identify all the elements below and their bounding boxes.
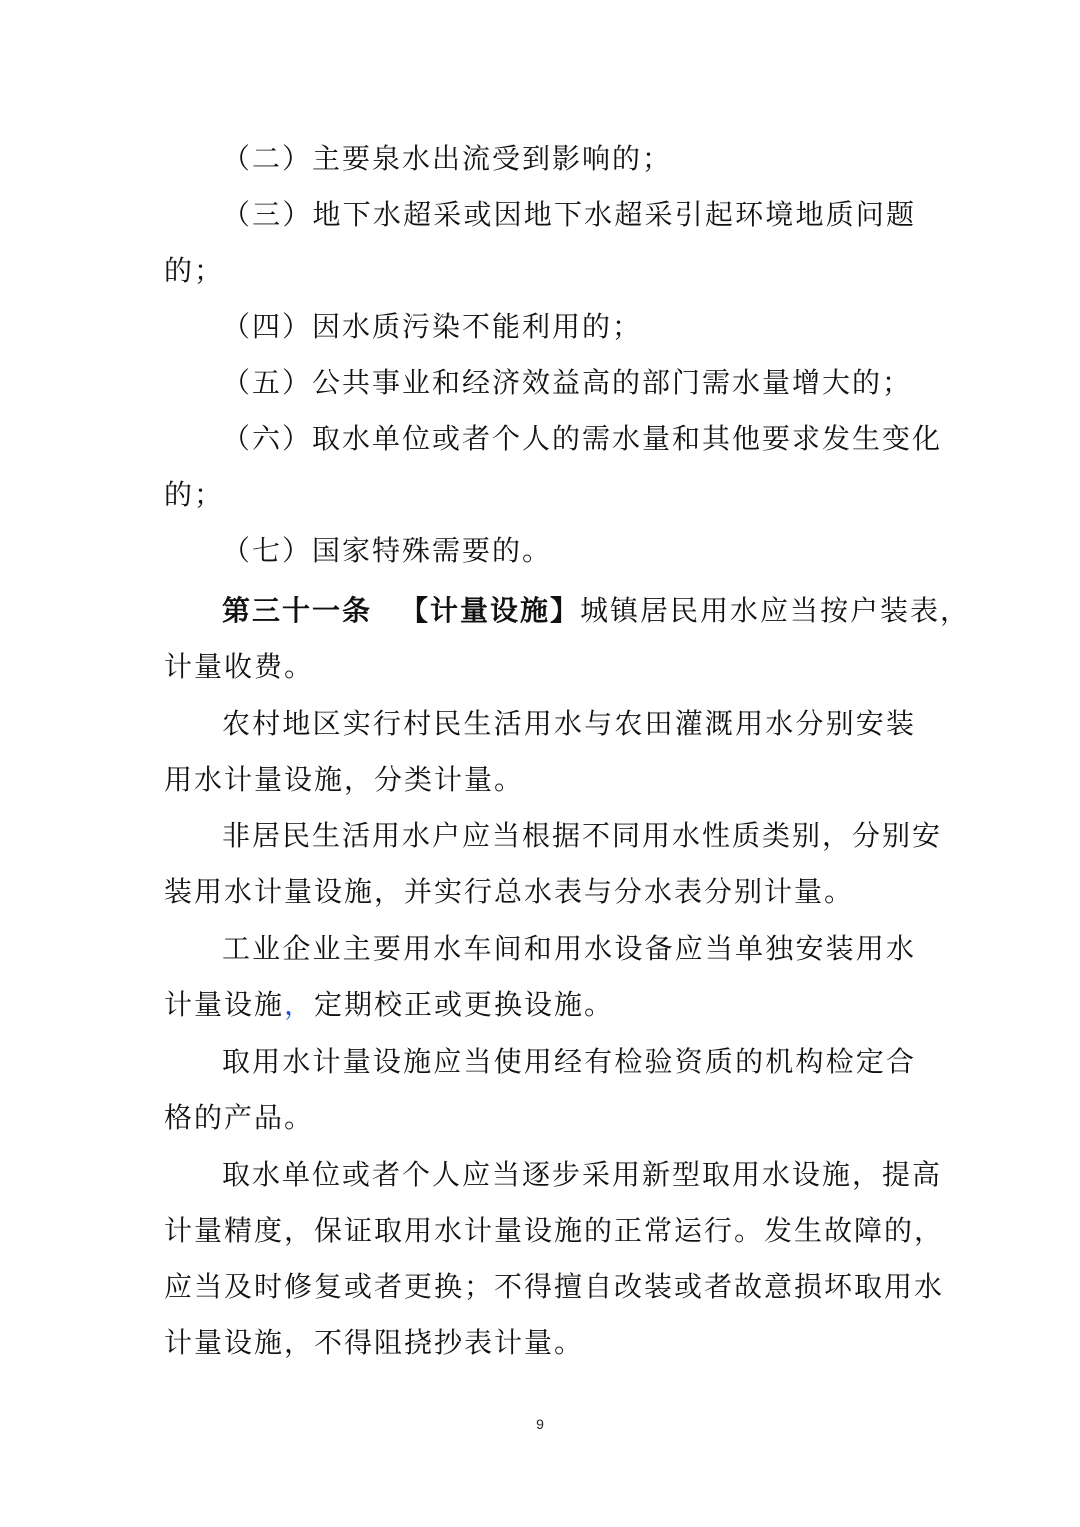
page-number: 9 (536, 1416, 544, 1432)
article-31-paragraph-4-line-2 (164, 977, 916, 1033)
article-number: 第三十一条 (222, 594, 373, 627)
list-item-7: （七）国家特殊需要的。 (222, 534, 553, 567)
article-title: 【计量设施】 (400, 594, 581, 627)
list-item-4: （四）因水质污染不能利用的； (222, 310, 643, 343)
article-31-paragraph-6-line-3: 应当及时修复或者更换；不得擅自改装或者故意损坏取用水 (164, 1270, 945, 1303)
article-31-paragraph-5-line-2: 格的产品。 (164, 1101, 315, 1134)
article-31-paragraph-1-line-2: 计量收费。 (164, 650, 315, 683)
paragraph-4-text-b: 定期校正或更换设施。 (314, 988, 615, 1021)
article-31-paragraph-2-line-1: 农村地区实行村民生活用水与农田灌溉用水分别安装 (222, 707, 916, 740)
article-31-paragraph-6-line-1: 取水单位或者个人应当逐步采用新型取用水设施，提高 (222, 1158, 943, 1191)
list-item-3-line-1: （三）地下水超采或因地下水超采引起环境地质问题 (222, 198, 916, 231)
article-31-paragraph-6-line-4: 计量设施，不得阻挠抄表计量。 (164, 1326, 585, 1359)
blue-comma: ， (284, 988, 315, 1021)
article-31-paragraph-5-line-1: 取用水计量设施应当使用经有检验资质的机构检定合 (222, 1045, 916, 1078)
list-item-5: （五）公共事业和经济效益高的部门需水量增大的； (222, 366, 913, 399)
article-31-paragraph-4-line-1: 工业企业主要用水车间和用水设备应当单独安装用水 (222, 932, 916, 965)
list-item-3-line-2: 的； (164, 254, 225, 287)
list-item-2: （二）主要泉水出流受到影响的； (222, 142, 673, 175)
article-31-paragraph-3-line-1: 非居民生活用水户应当根据不同用水性质类别，分别安 (222, 819, 943, 852)
article-31-heading-line (222, 583, 971, 639)
article-31-paragraph-6-line-2: 计量精度，保证取用水计量设施的正常运行。发生故障的， (164, 1214, 945, 1247)
article-31-paragraph-2-line-2: 用水计量设施，分类计量。 (164, 763, 525, 796)
article-31-paragraph-3-line-2: 装用水计量设施，并实行总水表与分水表分别计量。 (164, 875, 855, 908)
list-item-6-line-1: （六）取水单位或者个人的需水量和其他要求发生变化 (222, 422, 943, 455)
list-item-6-line-2: 的； (164, 478, 225, 511)
article-31-paragraph-1-start: 城镇居民用水应当按户装表， (580, 594, 971, 627)
paragraph-4-text-a: 计量设施 (164, 988, 285, 1021)
